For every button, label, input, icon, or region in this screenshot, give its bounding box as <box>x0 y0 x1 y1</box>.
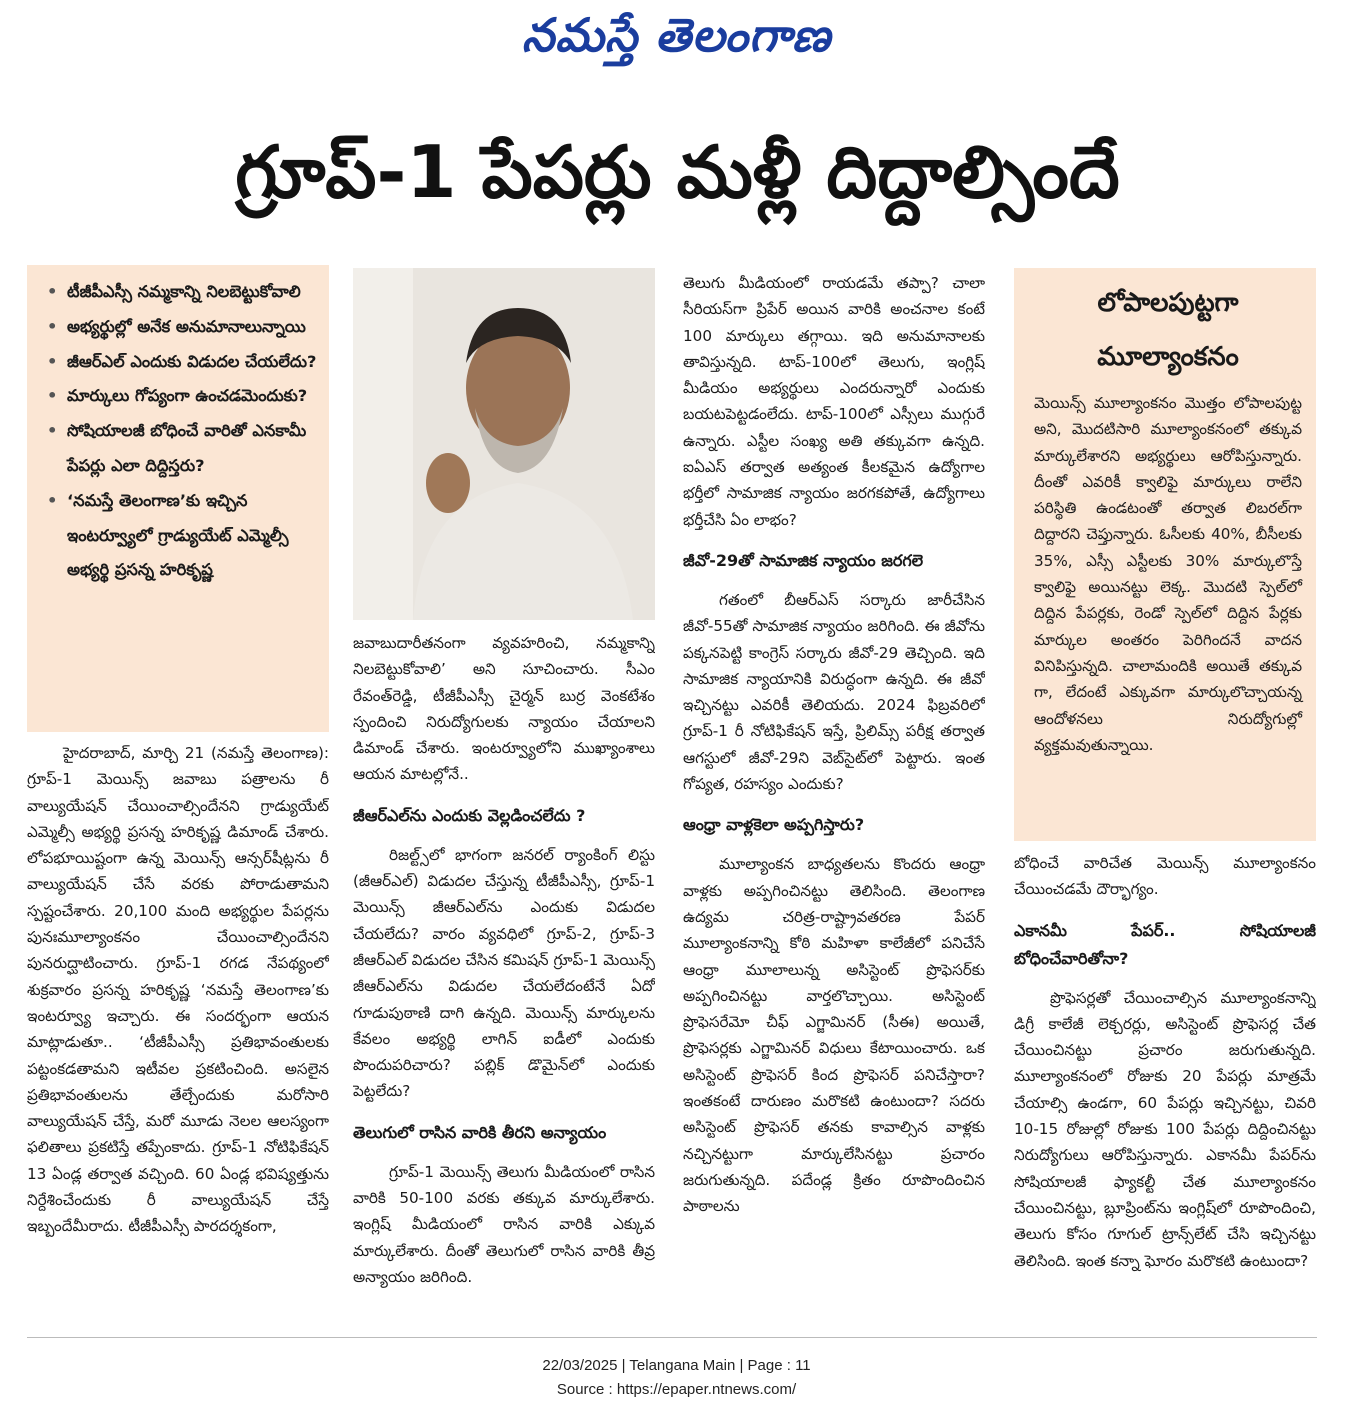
highlights-box <box>27 265 329 732</box>
highlight-item: • ‘నమస్తే తెలంగాణ’కు ఇచ్చిన ఇంటర్వ్యూలో గ్రాడ్యుయేట్ ఎమ్మెల్సీ అభ్యర్థి ప్రసన్న హరికృష్ణ <box>39 484 321 588</box>
highlight-item: • సోషియాలజీ బోధించే వారితో ఎనకామీ పేపర్లు ఎలా దిద్దిస్తరు? <box>39 414 321 484</box>
column-2 <box>353 630 655 1330</box>
column-4 <box>1014 850 1316 1330</box>
highlight-item: • అభ్యర్థుల్లో అనేక అనుమానాలున్నాయి <box>39 310 321 345</box>
article-paragraph: హైదరాబాద్, మార్చి 21 (నమస్తే తెలంగాణ): గ్రూప్-1 మెయిన్స్ జవాబు పత్రాలను రీ వాల్యుయేషన్ చేయించాల్సిందేనని గ్రాడ్యుయేట్ ఎమ్మెల్సీ అభ్యర్థి ప్రసన్న హరికృష్ణ డిమాండ్ చేశారు. లోపభూయిష్టంగా ఉన్న మెయిన్స్ ఆన్సర్‌షీట్లను రీ వాల్యుయేషన్ చేసే వరకు పోరాడుతామని స్పష్టంచేశారు. 20,100 మంది అభ్యర్థుల పేపర్లను పునఃమూల్యాంకనం చేయించాల్సిందేనని పునరుద్ఘాటించారు. గ్రూప్-1 రగడ నేపథ్యంలో శుక్రవారం ప్రసన్న హరికృష్ణ ‘నమస్తే తెలంగాణ’కు ఇంటర్వ్యూ ఇచ్చారు. ఈ సందర్భంగా ఆయన మాట్లాడుతూ.. ‘టీజీపీఎస్సీ ప్రతిభావంతులకు పట్టంకడతామని ఇటీవల ప్రకటించింది. అసలైన ప్రతిభావంతులను తేల్చేందుకు మరోసారి వాల్యుయేషన్ చేస్తే, మరో మూడు నెలల ఆలస్యంగా ఫలితాలు ప్రకటిస్తే తప్పేంకాదు. గ్రూప్-1 నోటిఫికేషన్ 13 ఏండ్ల తర్వాత వచ్చింది. 60 ఏండ్ల భవిష్యత్తును నిర్దేశించేందుకు రీ వాల్యుయేషన్ చేస్తే ఇబ్బందేమీరాదు. టీజీపీఎస్సీ పారదర్శకంగా, <box>27 744 329 1236</box>
column-1 <box>27 740 329 1330</box>
article-paragraph: జవాబుదారీతనంగా వ్యవహరించి, నమ్మకాన్ని నిలబెట్టుకోవాలి’ అని సూచించారు. సీఎం రేవంత్‌రెడ్డి, టీజీపీఎస్సీ చైర్మన్ బుర్ర వెంకటేశం స్పందించి నిరుద్యోగులకు న్యాయం చేయాలని డిమాండ్ చేశారు. ఇంటర్వ్యూలోని ముఖ్యాంశాలు ఆయన మాటల్లోనే.. <box>353 634 655 784</box>
candidate-photo <box>353 268 655 620</box>
article-paragraph: రిజల్ట్స్‌లో భాగంగా జనరల్ ర్యాంకింగ్ లిస్టు (జీఆర్‌ఎల్) విడుదల చేస్తున్న టీజీపీఎస్సీ, గ్రూప్-1 మెయిన్స్ జీఆర్‌ఎల్‌ను ఎందుకు విడుదల చేయలేదు? వారం వ్యవధిలో గ్రూప్-2, గ్రూప్-3 జీఆర్‌ఎల్ విడుదల చేసిన కమిషన్ గ్రూప్-1 మెయిన్స్ జీఆర్‌ఎల్‌ను విడుదల చేయలేదంటేనే ఏదో గూడుపుఠాణి దాగి ఉన్నది. మెయిన్స్ మార్కులను కేవలం అభ్యర్థి లాగిన్ ఐడీలో ఎందుకు పొందుపరిచారు? పబ్లిక్ డొమైన్‌లో ఎందుకు పెట్టలేదు? <box>353 845 655 1101</box>
masthead-logo: నమస్తే తెలంగాణ <box>521 8 832 62</box>
subheading: ఎకానమీ పేపర్.. సోషియాలజీ బోధించేవారితోనా? <box>1014 920 1316 968</box>
article-paragraph: తెలుగు మీడియంలో రాయడమే తప్పా? చాలా సీరియస్‌గా ప్రిపేర్ అయిన వారికి అంచనాల కంటే 100 మార్కులు తగ్గాయి. ఇది అనుమానాలకు తావిస్తున్నది. టాప్-100లో తెలుగు, ఇంగ్లిష్ మీడియం అభ్యర్థులు ఎందరున్నారో ఎందుకు బయటపెట్టడంలేదు. టాప్-100లో ఎస్సీలు ముగ్గురే ఉన్నారు. ఎస్టీల సంఖ్య అతి తక్కువగా ఉన్నది. ఐఏఎస్ తర్వాత అత్యంత కీలకమైన ఉద్యోగాల భర్తీలో సామాజిక న్యాయం జరగకపోతే, ఉద్యోగాలు భర్తీచేసి ఏం లాభం? <box>683 274 985 529</box>
highlight-item: • మార్కులు గోప్యంగా ఉంచడమెందుకు? <box>39 379 321 414</box>
article-paragraph: గ్రూప్-1 మెయిన్స్ తెలుగు మీడియంలో రాసిన వారికి 50-100 వరకు తక్కువ మార్కులేశారు. ఇంగ్లిష్ మీడియంలో రాసిన వారికి ఎక్కువ మార్కులేశారు. దీంతో తెలుగులో రాసిన వారికి తీవ్ర అన్యాయం జరిగింది. <box>353 1162 655 1286</box>
article-paragraph: బోధించే వారిచేత మెయిన్స్ మూల్యాంకనం చేయించడమే దౌర్భాగ్యం. <box>1014 854 1316 899</box>
sidebar-box <box>1014 268 1316 841</box>
footer-divider <box>27 1337 1317 1338</box>
footer-date-line: 22/03/2025 | Telangana Main | Page : 11 <box>542 1357 811 1374</box>
article-paragraph: ప్రొఫెసర్లతో చేయించాల్సిన మూల్యాంకనాన్ని డిగ్రీ కాలేజీ లెక్చరర్లు, అసిస్టెంట్ ప్రొఫెసర్ల చేత చేయించినట్టు ప్రచారం జరుగుతున్నది. మూల్యాంకనంలో రోజుకు 20 పేపర్లు మాత్రమే చేయాల్సి ఉండగా, 60 పేపర్లు ఇచ్చినట్టు, చివరి 10-15 రోజుల్లో రోజుకు 100 పేపర్లు దిద్దించినట్టు నిరుద్యోగులు ఆరోపిస్తున్నారు. ఎకానమీ పేపర్‌ను సోషియాలజీ ఫ్యాకల్టీ చేత మూల్యాంకనం చేయించినట్టు, బ్లూప్రింట్‌ను ఇంగ్లిష్‌లో రూపొందించి, తెలుగు కోసం గూగుల్ ట్రాన్స్‌లేట్ చేసి ఇచ్చినట్టు తెలిసింది. ఇంత కన్నా ఘోరం మరొకటి ఉంటుందా? <box>1014 988 1316 1270</box>
article-paragraph: మూల్యాంకన బాధ్యతలను కొందరు ఆంధ్రా వాళ్లకు అప్పగించినట్టు తెలిసింది. తెలంగాణ ఉద్యమ చరిత్ర-రాష్ట్రావతరణ పేపర్ మూల్యాంకనాన్ని కోఠి మహిళా కాలేజీలో పనిచేసే ఆంధ్రా మూలాలున్న అసిస్టెంట్ ప్రొఫెసర్‌కు అప్పగించినట్టు వార్తలొచ్చాయి. అసిస్టెంట్ ప్రొఫెసరేమో చీఫ్ ఎగ్జామినర్ (సీఈ) అయితే, ప్రొఫెసర్లకు ఎగ్జామినర్ విధులు కేటాయించారు. ఒక అసిస్టెంట్ ప్రొఫెసర్ కింద ప్రొఫెసర్ పనిచేస్తారా? ఇంతకంటే దారుణం మరొకటి ఉంటుందా? సదరు అసిస్టెంట్ ప్రొఫెసర్ తనకు కావాల్సిన వాళ్లకు నచ్చినట్టుగా మార్కులేసినట్టు ప్రచారం జరుగుతున్నది. పదేండ్ల క్రితం రూపొందించిన పాఠాలను <box>683 855 985 1216</box>
subheading: జీఆర్‌ఎల్‌ను ఎందుకు వెల్లడించలేదు ? <box>353 805 586 825</box>
page-headline: గ్రూప్-1 పేపర్లు మళ్లీ దిద్దాల్సిందే <box>235 130 1120 214</box>
highlight-item: • జీఆర్‌ఎల్ ఎందుకు విడుదల చేయలేదు? <box>39 345 321 380</box>
footer-source-link[interactable]: Source : https://epaper.ntnews.com/ <box>556 1381 797 1398</box>
sidebar-body: మెయిన్స్ మూల్యాంకనం మొత్తం లోపాలపుట్ట అని, మొదటిసారి మూల్యాంకనంలో తక్కువ మార్కులేశారని అభ్యర్థులు ఆరోపిస్తున్నారు. దీంతో ఎవరికీ క్వాలిఫై మార్కులు రాలేని పరిస్థితి ఉండటంతో తర్వాత లిబరల్‌గా దిద్దారని చెప్తున్నారు. ఓసీలకు 40%, బీసీలకు 35%, ఎస్సీ ఎస్టీలకు 30% మార్కులొస్తే క్వాలిఫై అయినట్టు లెక్క. మొదటి స్పెల్‌లో దిద్దిన పేపర్లకు, రెండో స్పెల్‌లో దిద్దిన పేర్లకు మార్కుల అంతరం పెరిగిందనే వాదన వినిపిస్తున్నది. చాలామందికి అయితే తక్కువ గా, లేదంటే ఎక్కువగా మార్కులొచ్చాయన్న ఆందోళనలు నిరుద్యోగుల్లో వ్యక్తమవుతున్నాయి. <box>1034 394 1302 754</box>
portrait-image <box>353 268 655 620</box>
sidebar-title: లోపాలపుట్టగా మూల్యాంకనం <box>1097 288 1239 372</box>
highlight-item: • టీజీపీఎస్సీ నమ్మకాన్ని నిలబెట్టుకోవాలి <box>39 275 321 310</box>
article-paragraph: గతంలో బీఆర్‌ఎస్ సర్కారు జారీచేసిన జీవో-55తో సామాజిక న్యాయం జరిగింది. ఈ జీవోను పక్కనపెట్టి కాంగ్రెస్ సర్కారు జీవో-29 తెచ్చింది. ఇది సామాజిక న్యాయానికి విరుద్ధంగా ఉన్నది. ఈ జీవో ఇచ్చినట్టు ఎవరికీ తెలియదు. 2024 ఫిబ్రవరిలో గ్రూప్-1 రీ నోటిఫికేషన్ ఇస్తే, ప్రిలిమ్స్ పరీక్ష తర్వాత ఆగస్టులో జీవో-29ని వెబ్‌సైట్‌లో పెట్టారు. ఇంత గోప్యత, రహస్యం ఎందుకు? <box>683 590 985 794</box>
subheading: తెలుగులో రాసిన వారికి తీరని అన్యాయం <box>353 1122 607 1142</box>
subheading: జీవో-29తో సామాజిక న్యాయం జరగలె <box>683 550 924 570</box>
column-3 <box>683 270 985 1330</box>
subheading: ఆంధ్రా వాళ్లకెలా అప్పగిస్తారు? <box>683 815 865 835</box>
